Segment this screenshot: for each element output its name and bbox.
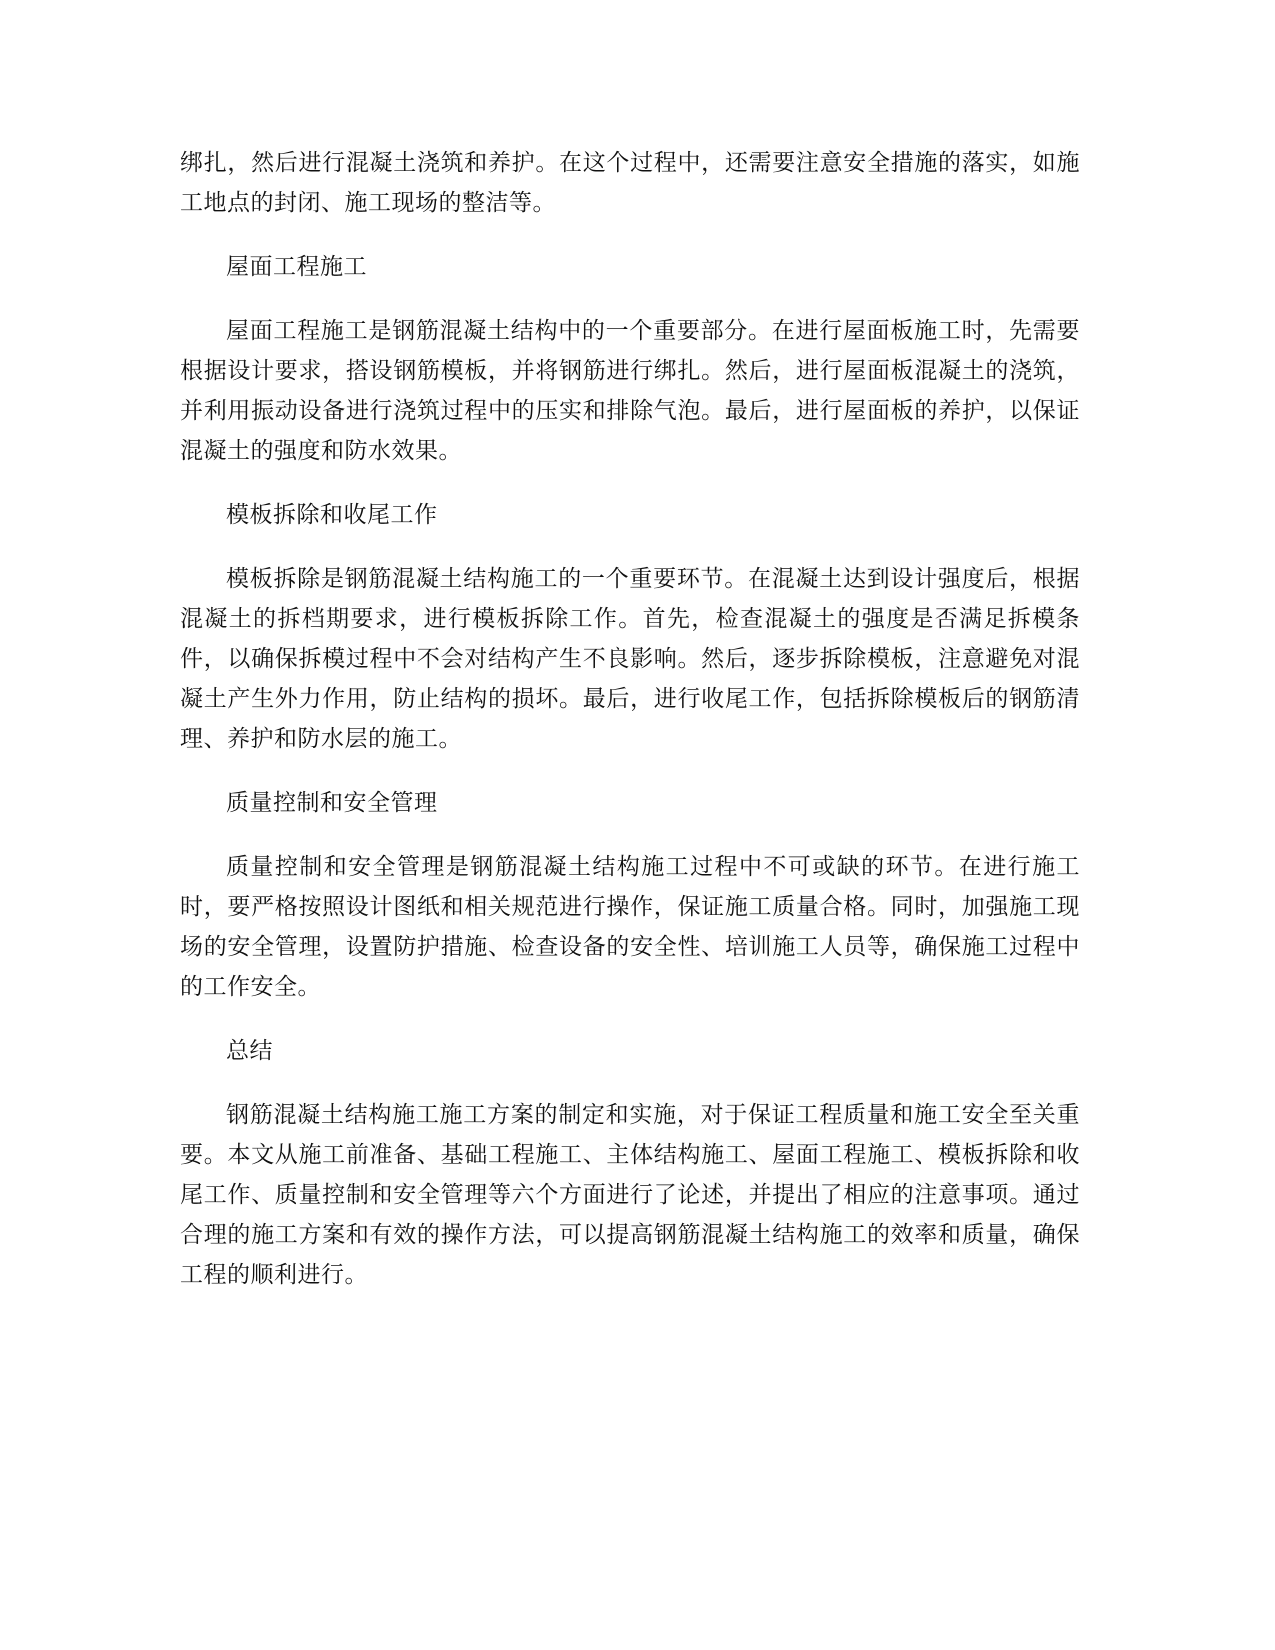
paragraph-continuation: 绑扎，然后进行混凝土浇筑和养护。在这个过程中，还需要注意安全措施的落实，如施工地点的封闭、施工现场的整洁等。 [180,150,1080,216]
section-heading-summary: 总结 [226,1038,273,1064]
document-body [180,143,1080,1319]
paragraph-formwork: 模板拆除是钢筋混凝土结构施工的一个重要环节。在混凝土达到设计强度后，根据混凝土的拆档期要求，进行模板拆除工作。首先，检查混凝土的强度是否满足拆模条件，以确保拆模过程中不会对结构产生不良影响。然后，逐步拆除模板，注意避免对混凝土产生外力作用，防止结构的损坏。最后，进行收尾工作，包括拆除模板后的钢筋清理、养护和防水层的施工。 [180,566,1080,752]
section-heading-formwork: 模板拆除和收尾工作 [226,502,438,528]
paragraph-summary: 钢筋混凝土结构施工施工方案的制定和实施，对于保证工程质量和施工安全至关重要。本文从施工前准备、基础工程施工、主体结构施工、屋面工程施工、模板拆除和收尾工作、质量控制和安全管理等六个方面进行了论述，并提出了相应的注意事项。通过合理的施工方案和有效的操作方法，可以提高钢筋混凝土结构施工的效率和质量，确保工程的顺利进行。 [180,1102,1080,1288]
paragraph-roof: 屋面工程施工是钢筋混凝土结构中的一个重要部分。在进行屋面板施工时，先需要根据设计要求，搭设钢筋模板，并将钢筋进行绑扎。然后，进行屋面板混凝土的浇筑，并利用振动设备进行浇筑过程中的压实和排除气泡。最后，进行屋面板的养护，以保证混凝土的强度和防水效果。 [180,318,1080,464]
section-heading-quality-safety: 质量控制和安全管理 [226,790,438,816]
paragraph-quality-safety: 质量控制和安全管理是钢筋混凝土结构施工过程中不可或缺的环节。在进行施工时，要严格按照设计图纸和相关规范进行操作，保证施工质量合格。同时，加强施工现场的安全管理，设置防护措施、检查设备的安全性、培训施工人员等，确保施工过程中的工作安全。 [180,854,1080,1000]
section-heading-roof: 屋面工程施工 [226,254,367,280]
